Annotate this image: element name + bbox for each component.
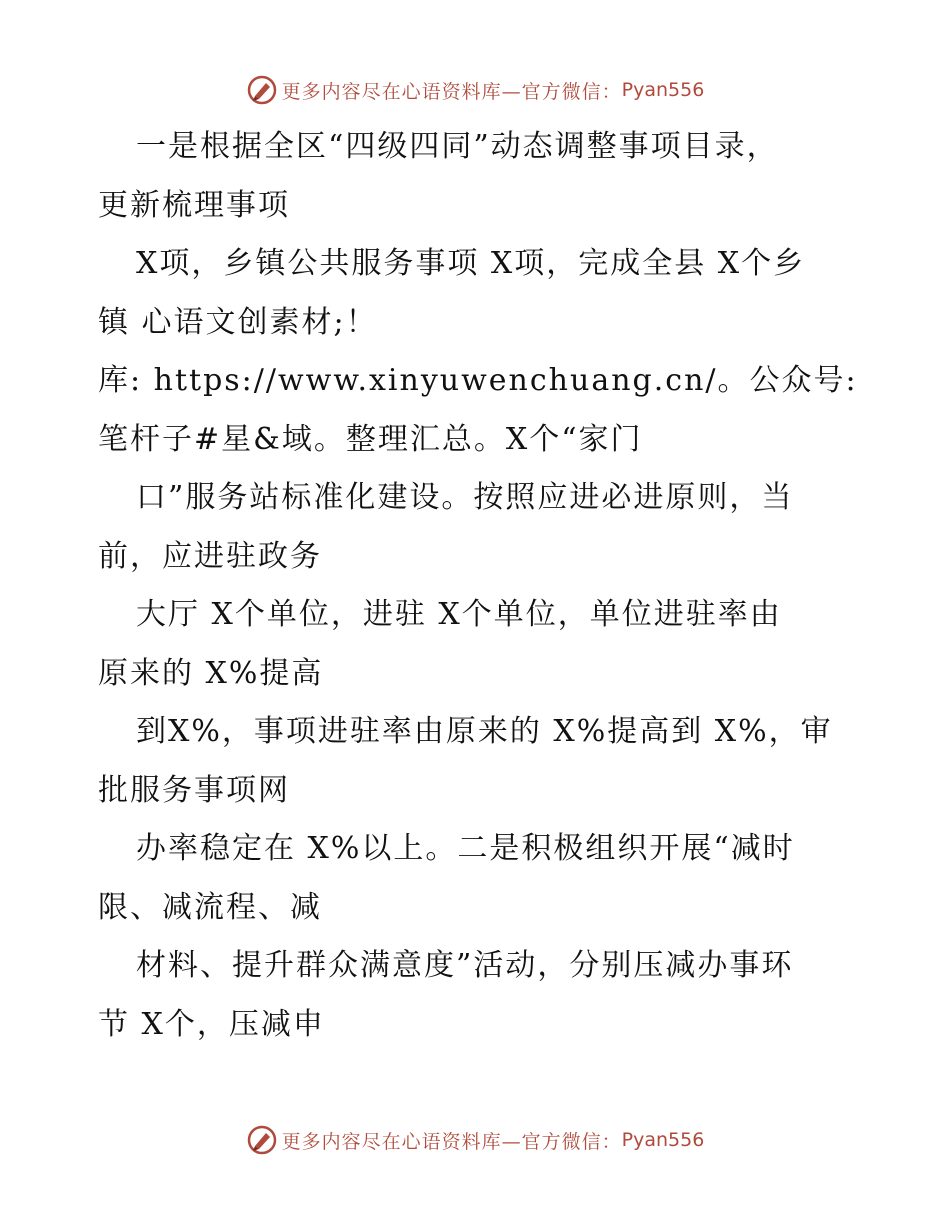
body-line: 批服务事项网 xyxy=(98,772,290,808)
body-line: 镇 心语文创素材;！ xyxy=(98,304,378,340)
header-banner-text: 更多内容尽在心语资料库—官方微信： xyxy=(281,80,622,103)
footer-wechat-id: Pyan556 xyxy=(621,1129,705,1151)
body-line: X项，乡镇公共服务事项 X项，完成全县 X个乡 xyxy=(136,246,806,281)
body-line: 一是根据全区“四级四同”动态调整事项目录， xyxy=(136,129,779,164)
footer-banner xyxy=(0,1120,950,1160)
body-line: 口”服务站标准化建设。按照应进必进原则，当 xyxy=(136,480,794,515)
body-line: 笔杆子#星&域。整理汇总。X个“家门 xyxy=(98,421,643,457)
body-line: 到X%，事项进驻率由原来的 X%提高到 X%，审 xyxy=(136,714,833,749)
body-line: 限、减流程、减 xyxy=(98,889,322,925)
body-line: 前，应进驻政务 xyxy=(98,538,322,574)
pen-logo-icon xyxy=(246,74,278,106)
body-line: 原来的 X%提高 xyxy=(98,655,324,691)
footer-banner-text: 更多内容尽在心语资料库—官方微信： xyxy=(281,1130,622,1153)
document-body xyxy=(98,118,878,1054)
header-wechat-id: Pyan556 xyxy=(621,79,705,101)
header-banner xyxy=(0,70,950,110)
pen-logo-icon xyxy=(246,1124,278,1156)
body-line: 更新梳理事项 xyxy=(98,187,290,223)
body-line: 大厅 X个单位，进驻 X个单位，单位进驻率由 xyxy=(136,597,782,632)
body-line: 节 X个，压减申 xyxy=(98,1006,325,1042)
body-line: 办率稳定在 X%以上。二是积极组织开展“减时 xyxy=(136,831,795,866)
body-line: 库: https://www.xinyuwenchuang.cn/。公众号: xyxy=(98,363,858,398)
body-line: 材料、提升群众满意度”活动，分别压减办事环 xyxy=(136,948,794,983)
